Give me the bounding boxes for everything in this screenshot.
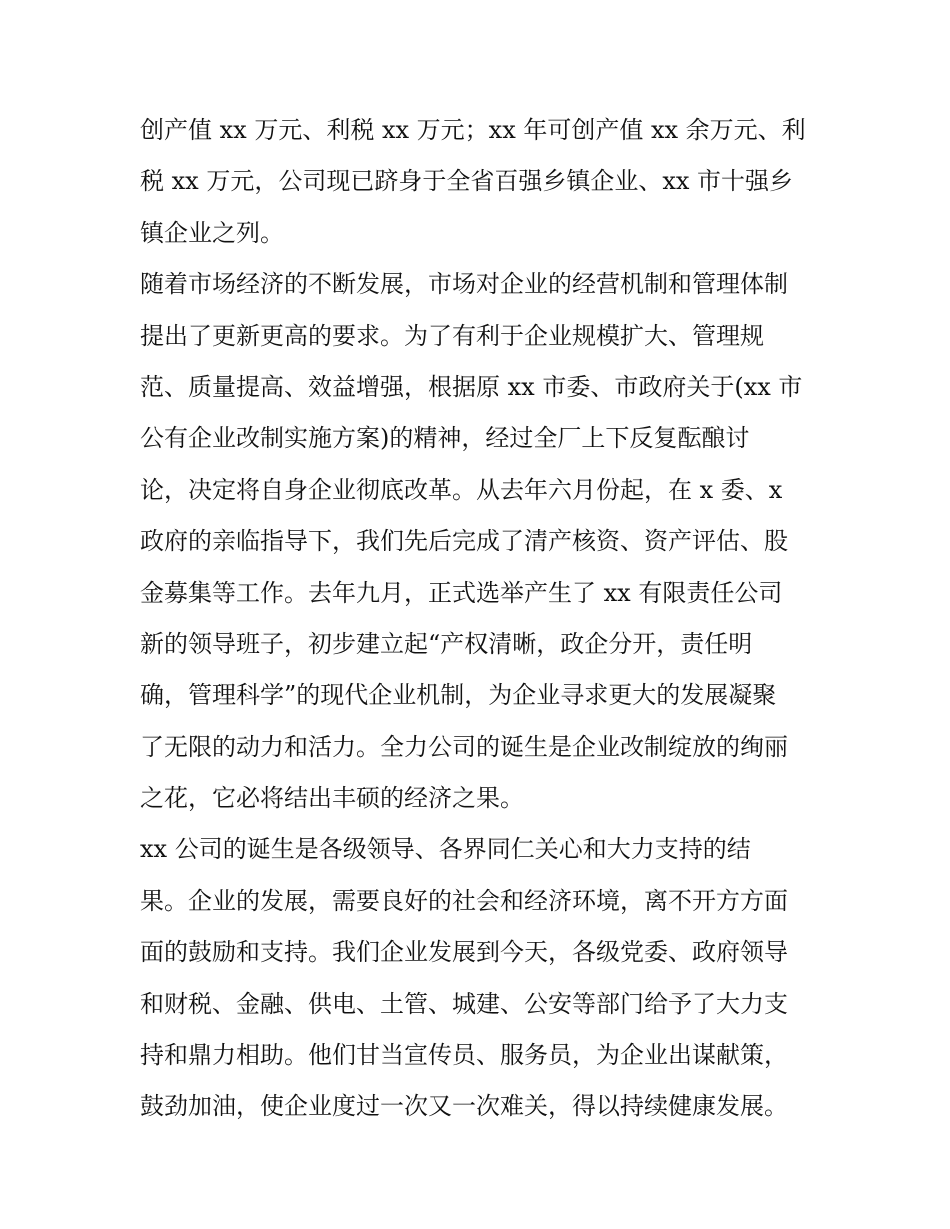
text-line: 范、质量提高、效益增强，根据原 xx 市委、市政府关于(xx 市 (140, 372, 803, 401)
text-line: 政府的亲临指导下，我们先后完成了清产核资、资产评估、股 (140, 527, 788, 556)
text-line: 税 xx 万元，公司现已跻身于全省百强乡镇企业、xx 市十强乡 (140, 167, 794, 196)
text-line: 之花，它必将结出丰硕的经济之果。 (140, 784, 524, 813)
text-line: 和财税、金融、供电、土管、城建、公安等部门给予了大力支 (140, 989, 788, 1018)
text-line: 随着市场经济的不断发展，市场对企业的经营机制和管理体制 (140, 270, 788, 299)
body-text (140, 105, 820, 1133)
text-line: xx 公司的诞生是各级领导、各界同仁关心和大力支持的结 (140, 835, 751, 864)
text-line: 创产值 xx 万元、利税 xx 万元；xx 年可创产值 xx 余万元、利 (140, 116, 806, 144)
text-line: 提出了更新更高的要求。为了有利于企业规模扩大、管理规 (140, 321, 764, 350)
text-line: 金募集等工作。去年九月，正式选举产生了 xx 有限责任公司 (140, 578, 783, 607)
text-line: 新的领导班子，初步建立起“产权清晰，政企分开，责任明 (140, 629, 753, 658)
text-line: 确，管理科学”的现代企业机制，为企业寻求更大的发展凝聚 (140, 681, 777, 710)
text-line: 鼓劲加油，使企业度过一次又一次难关，得以持续健康发展。 (140, 1092, 788, 1121)
text-line: 果。企业的发展，需要良好的社会和经济环境，离不开方方面 (140, 886, 788, 915)
text-line: 镇企业之列。 (140, 218, 284, 247)
text-line: 了无限的动力和活力。全力公司的诞生是企业改制绽放的绚丽 (140, 732, 788, 761)
text-line: 公有企业改制实施方案)的精神，经过全厂上下反复酝酿讨 (140, 424, 750, 453)
text-line: 面的鼓励和支持。我们企业发展到今天，各级党委、政府领导 (140, 938, 788, 967)
text-line: 论，决定将自身企业彻底改革。从去年六月份起，在 x 委、x (140, 475, 783, 504)
text-line: 持和鼎力相助。他们甘当宣传员、服务员，为企业出谋献策， (140, 1041, 788, 1070)
